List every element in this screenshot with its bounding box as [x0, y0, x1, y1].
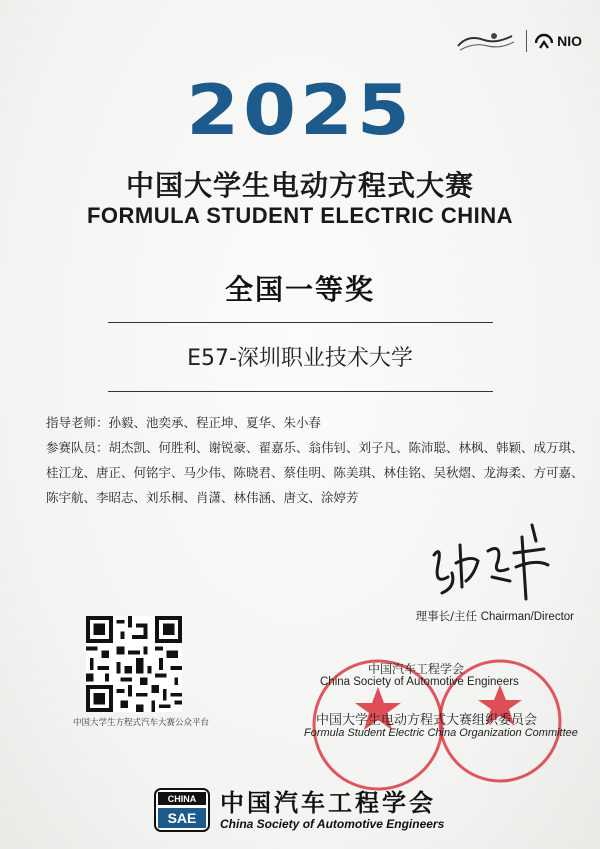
qr-code-icon — [86, 616, 182, 712]
award-title: 全国一等奖 — [224, 273, 375, 306]
formula-student-logo-icon — [454, 28, 518, 54]
chairman-signature — [412, 515, 582, 605]
signature-title — [416, 608, 574, 624]
members-names-3: 陈宇航、李昭志、刘乐桐、肖潇、林伟涵、唐文、涂婷芳 — [46, 490, 359, 505]
members-label: 参赛队员： — [46, 440, 109, 455]
nio-label: NIO — [557, 33, 582, 49]
members-names-1: 胡杰凯、何胜利、谢锐豪、翟嘉乐、翁伟钊、刘子凡、陈沛聪、林枫、韩颖、成万琪、 — [108, 440, 584, 455]
divider-bottom — [108, 391, 493, 392]
members-row-1 — [46, 435, 586, 460]
logo-divider — [526, 30, 527, 52]
participants-block — [46, 410, 586, 510]
footer — [154, 788, 444, 832]
competition-title-en: FORMULA STUDENT ELECTRIC CHINA — [86, 203, 514, 228]
nio-logo — [535, 33, 582, 49]
seal-committee-cn: 中国大学生电动方程式大赛组织委员会 — [316, 713, 538, 728]
footer-org-en: China Society of Automotive Engineers — [220, 817, 445, 831]
signature-title-en: Chairman/Director — [480, 611, 574, 623]
footer-text — [220, 789, 444, 831]
seal-org-cn: 中国汽车工程学会 — [368, 662, 465, 676]
sponsor-logos — [454, 28, 582, 54]
qr-caption: 中国大学生方程式汽车大赛公众平台 — [72, 718, 209, 728]
advisors-row — [46, 410, 586, 435]
signature-title-cn: 理事长/主任 — [415, 609, 478, 623]
members-row-3 — [46, 485, 586, 510]
competition-title-cn: 中国大学生电动方程式大赛 — [125, 169, 474, 202]
advisors-names: 孙毅、池奕承、程正坤、夏华、朱小春 — [108, 415, 322, 430]
china-sae-logo-icon — [154, 788, 210, 832]
year-heading: 2025 — [186, 68, 414, 151]
seal-committee-en: Formula Student Electric China Organization Committee — [304, 727, 578, 739]
footer-org-cn: 中国汽车工程学会 — [220, 789, 436, 817]
seal-org-en: China Society of Automotive Engineers — [320, 676, 519, 688]
members-row-2 — [46, 460, 586, 485]
divider-top — [108, 322, 493, 323]
advisors-label: 指导老师： — [46, 415, 109, 430]
members-names-2: 桂江龙、唐正、何铭宇、马少伟、陈晓君、蔡佳明、陈美琪、林佳铭、吴秋熠、龙海柔、方可嘉、 — [46, 465, 584, 480]
nio-icon — [535, 33, 553, 49]
team-name: E57-深圳职业技术大学 — [187, 346, 413, 371]
svg-text:CHINA: CHINA — [167, 794, 197, 804]
svg-text:SAE: SAE — [167, 810, 197, 826]
